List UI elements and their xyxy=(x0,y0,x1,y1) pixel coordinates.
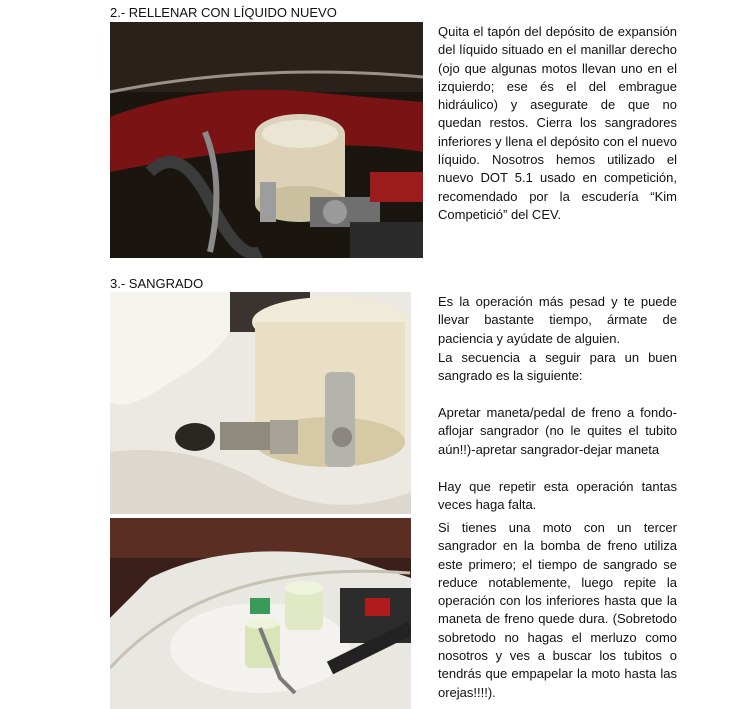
bleeding-overview-photo xyxy=(110,518,411,709)
section-3-heading: 3.- SANGRADO xyxy=(110,276,204,291)
section-3-paragraph-5: Si tienes una moto con un tercer sangrador en la bomba de freno utiliza este primero; el tiempo de sangrado se reduce notablemente, luego repite la operación con los inferiores hasta que la maneta de freno quede dura. (Sobretodo sobretodo no hagas el merluzo como nosotros y ves a buscar los tubitos o tendrás que empapelar la moto hasta las orejas!!!!). xyxy=(438,520,677,700)
reservoir-photo xyxy=(110,22,423,258)
bleeding-closeup-photo xyxy=(110,292,411,514)
section-2-heading: 2.- RELLENAR CON LÍQUIDO NUEVO xyxy=(110,5,337,20)
section-3-paragraph-2: La secuencia a seguir para un buen sangrado es la siguiente: xyxy=(438,350,677,384)
section-3-paragraph-4: Hay que repetir esta operación tantas veces haga falta. xyxy=(438,479,677,513)
section-3-paragraph-3: Apretar maneta/pedal de freno a fondo-aflojar sangrador (no le quites el tubito aún!!)-apretar sangrador-dejar maneta xyxy=(438,405,677,457)
section-3-paragraph-1: Es la operación más pesad y te puede llevar bastante tiempo, ármate de paciencia y ayúdate de alguien. xyxy=(438,294,677,346)
section-2-text: Quita el tapón del depósito de expansión del líquido situado en el manillar derecho (ojo que algunas motos llevan uno en el izquierdo; ese és el del embrague hidráulico) y asegurate de que no quedan restos. Cierra los sangradores inferiores y llena el depósito con el nuevo líquido. Nosotros hemos utilizado el nuevo DOT 5.1 usado en competición, recomendado por la escudería “Kim Competició” del CEV. xyxy=(438,24,677,222)
